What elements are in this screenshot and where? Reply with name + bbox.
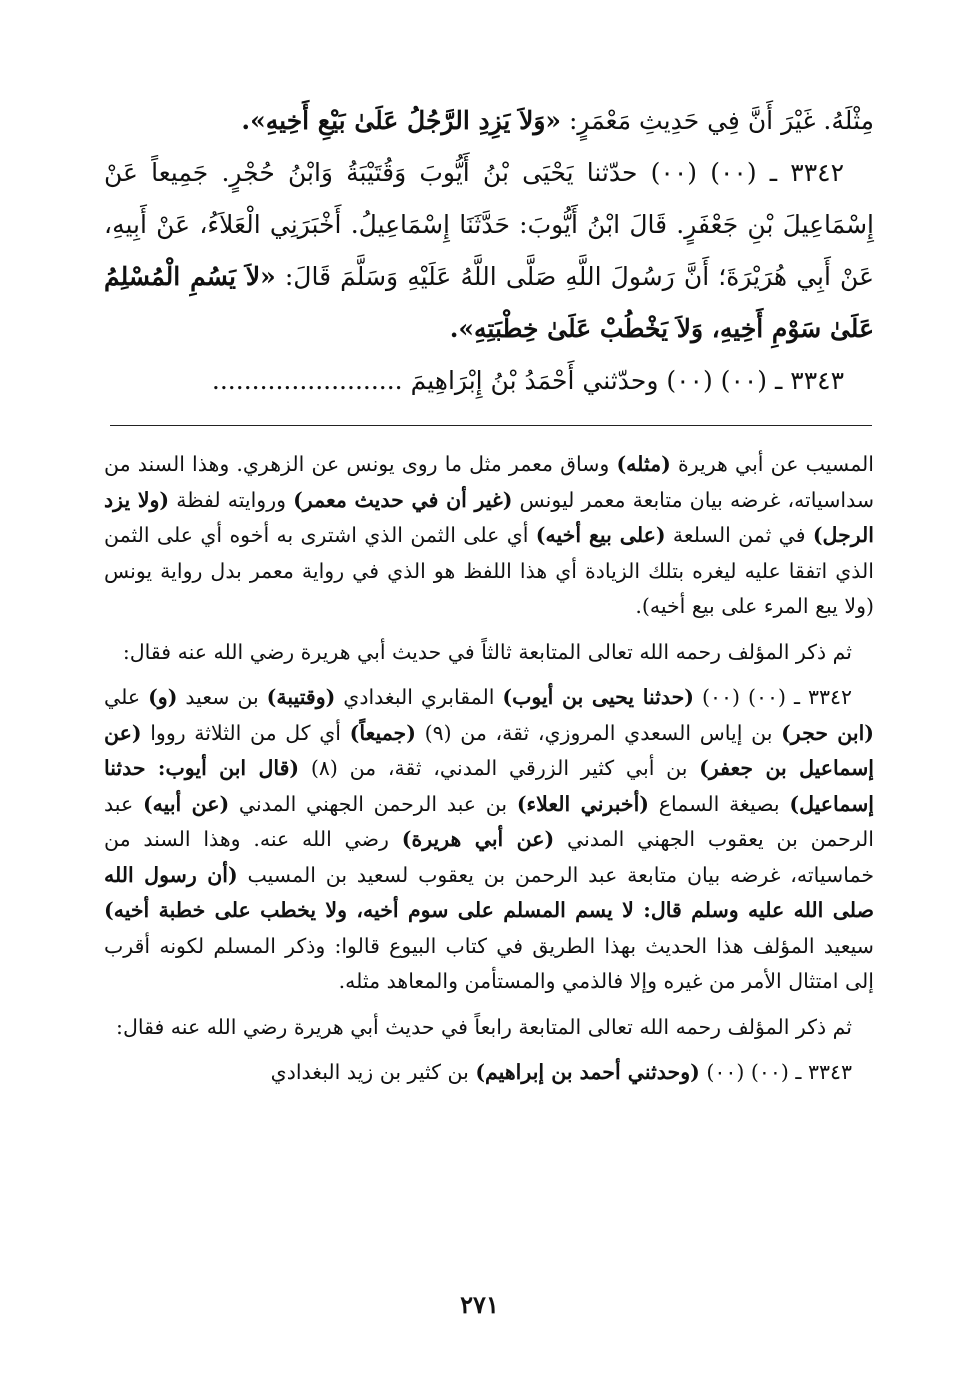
commentary-paragraph-1: المسيب عن أبي هريرة (مثله) وساق معمر مثل ما روى يونس عن الزهري. وهذا السند من سداسياته، غرضه بيان متابعة معمر ليونس (غير أن في حديث معمر) وروايته لفظة (ولا يزد الرجل) في ثمن السلعة (على بيع أخيه) أي على الثمن الذي اشترى به أخوه أي على الثمن الذي اتفقا عليه ليغره بتلك الزيادة أي هذا اللفظ هو الذي في رواية معمر بدل رواية يونس (ولا يبع المرء على بيع أخيه). — [104, 452, 875, 618]
footnote-divider — [110, 425, 872, 426]
hadith-3342: ٣٣٤٢ ـ (٠٠) (٠٠) حدّثنا يَحْيَى بْنُ أَيُّوبَ وَقُتَيْبَةُ وَابْنُ حُجْرٍ. جَمِيعاً عَنْ إِسْمَاعِيلَ بْنِ جَعْفَرٍ. قَالَ ابْنُ أَيُّوبَ: حَدَّثَنَا إِسْمَاعِيلُ. أَخْبَرَنِي الْعَلاَءُ، عَنْ أَبِيهِ، عَنْ أَبِي هُرَيْرَةَ؛ أَنَّ رَسُولَ اللَّهِ صَلَّى اللَّهُ عَلَيْهِ وَسَلَّمَ قَالَ: «لاَ يَسُمِ الْمُسْلِمُ عَلَىٰ سَوْمِ أَخِيهِ، وَلاَ يَخْطُبْ عَلَىٰ خِطْبَتِهِ». — [104, 158, 874, 343]
commentary-paragraph-2: ثم ذكر المؤلف رحمه الله تعالى المتابعة ثالثاً في حديث أبي هريرة رضي الله عنه فقال: — [122, 639, 852, 664]
hadith-continuation: مِثْلَهُ. غَيْرَ أَنَّ فِي حَدِيثِ مَعْمَرٍ: «وَلاَ يَزِدِ الرَّجُلُ عَلَىٰ بَيْعِ أَخِيهِ». — [241, 106, 874, 135]
commentary-paragraph-5: ٣٣٤٣ ـ (٠٠) (٠٠) (وحدثني أحمد بن إبراهيم) بن كثير بن زيد البغدادي — [270, 1060, 852, 1084]
hadith-3342-matn: «لاَ يَسُمِ الْمُسْلِمُ عَلَىٰ سَوْمِ أَخِيهِ، وَلاَ يَخْطُبْ عَلَىٰ خِطْبَتِهِ». — [104, 262, 874, 343]
commentary-paragraph-4: ثم ذكر المؤلف رحمه الله تعالى المتابعة رابعاً في حديث أبي هريرة رضي الله عنه فقال: — [116, 1014, 852, 1039]
commentary-paragraph-3: ٣٣٤٢ ـ (٠٠) (٠٠) (حدثنا يحيى بن أيوب) المقابري البغدادي (وقتيبة) بن سعيد (و) علي (ابن حجر) بن إياس السعدي المروزي، ثقة، من (٩) (جميعاً) أي كل من الثلاثة رووا (عن إسماعيل بن جعفر) بن أبي كثير الزرقي المدني، ثقة، من (٨) (قال ابن أيوب: حدثنا إسماعيل) بصيغة السماع (أخبرني العلاء) بن عبد الرحمن الجهني المدني (عن أبيه) عبد الرحمن بن يعقوب الجهني المدني (عن أبي هريرة) رضي الله عنه. وهذا السند من خماسياته، غرضه بيان متابعة عبد الرحمن بن يعقوب لسعيد بن المسيب (أن رسول الله صلى الله عليه وسلم قال: لا يسم المسلم على سوم أخيه، ولا يخطب على خطبة أخيه) سيعيد المؤلف هذا الحديث بهذا الطريق في كتاب البيوع قالوا: وذكر المسلم لكونه أقرب إلى امتثال الأمر من غيره وإلا فالذمي والمستأمن والمعاهد مثله. — [104, 685, 875, 993]
hadith-3343-start: ٣٣٤٣ ـ (٠٠) (٠٠) وحدّثني أَحْمَدُ بْنُ إِبْرَاهِيمَ ........................ — [211, 366, 844, 395]
page-number: ٢٧١ — [460, 1290, 499, 1319]
hadith-matn-bold: «وَلاَ يَزِدِ الرَّجُلُ عَلَىٰ بَيْعِ أَخِيهِ». — [241, 106, 562, 135]
ellipsis-dots: ........................ — [211, 366, 403, 395]
commentary-block — [104, 447, 874, 1091]
hadith-text-block — [104, 95, 874, 407]
